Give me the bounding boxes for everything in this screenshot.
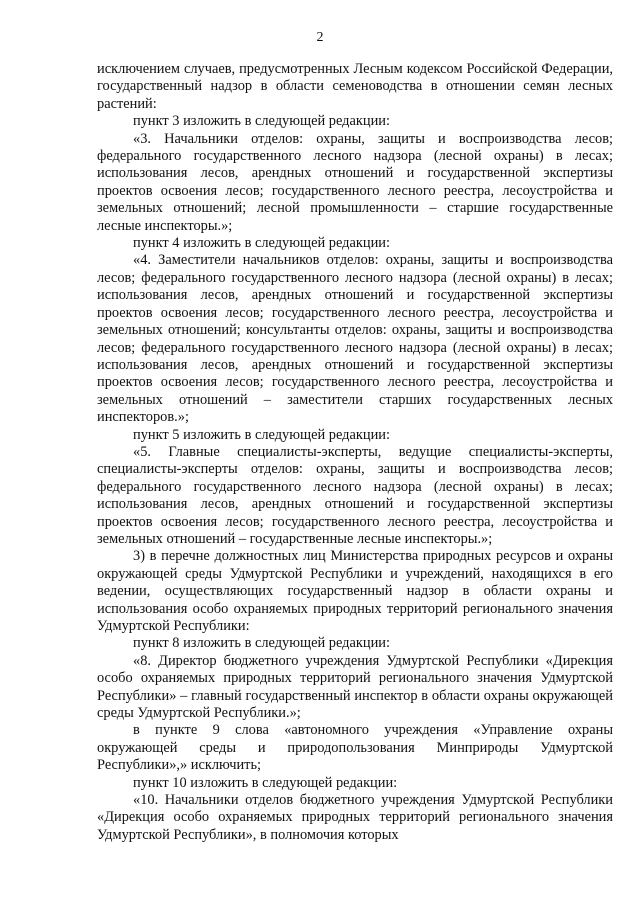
paragraph: пункт 5 изложить в следующей редакции:	[133, 426, 390, 443]
paragraph: пункт 4 изложить в следующей редакции:	[133, 235, 390, 252]
paragraph: пункт 10 изложить в следующей редакции:	[133, 774, 398, 791]
paragraph: 3) в перечне должностных лиц Министерства природных ресурсов и охраны окружающей среды Удмуртской Республики и учреждений, находящихся в его ведении, осуществляющих государственный надзор в области охраны и использования особо охраняемых природных территорий регионального значения Удмуртской Республики:	[97, 548, 613, 634]
paragraph: «8. Директор бюджетного учреждения Удмуртской Республики «Дирекция особо охраняемых природных территорий регионального значения Удмуртской Республики» – главный государственный инспектор в области охраны окружающей среды Удмуртской Республики.»;	[97, 652, 613, 722]
paragraph: исключением случаев, предусмотренных Лесным кодексом Российской Федерации, государственный надзор в области семеноводства в отношении семян лесных растений:	[97, 61, 613, 112]
document-body	[97, 61, 613, 844]
paragraph: «3. Начальники отделов: охраны, защиты и воспроизводства лесов; федерального государственного лесного надзора (лесной охраны) в лесах; использования лесов, арендных отношений и государственной экспертизы проектов освоения лесов; государственного лесного реестра, лесоустройства и земельных отношений; лесной промышленности – старшие государственные лесные инспекторы.»;	[97, 130, 613, 234]
page-number: 2	[316, 30, 324, 45]
paragraph: «10. Начальники отделов бюджетного учреждения Удмуртской Республики «Дирекция особо охраняемых природных территорий регионального значения Удмуртской Республики», в полномочия которых	[97, 792, 613, 843]
paragraph: в пункте 9 слова «автономного учреждения «Управление охраны окружающей среды и природопользования Минприроды Удмуртской Республики»,» исключить;	[97, 722, 613, 774]
paragraph: пункт 8 изложить в следующей редакции:	[133, 635, 390, 652]
paragraph: «4. Заместители начальников отделов: охраны, защиты и воспроизводства лесов; федерального государственного лесного надзора (лесной охраны) в лесах; использования лесов, арендных отношений и государственной экспертизы проектов освоения лесов; государственного лесного реестра, лесоустройства и земельных отношений; консультанты отделов: охраны, защиты и воспроизводства лесов; федерального государственного лесного надзора (лесной охраны) в лесах; использования лесов, арендных отношений и государственной экспертизы проектов освоения лесов; государственного лесного реестра, лесоустройства и земельных отношений – заместители старших государственных лесных инспекторов.»;	[97, 252, 613, 426]
paragraph: «5. Главные специалисты-эксперты, ведущие специалисты-эксперты, специалисты-эксперты отделов: охраны, защиты и воспроизводства лесов; федерального государственного лесного надзора (лесной охраны) в лесах; использования лесов, арендных отношений и государственной экспертизы проектов освоения лесов; государственного лесного реестра, лесоустройства и земельных отношений – государственные лесные инспекторы.»;	[97, 443, 613, 547]
paragraph: пункт 3 изложить в следующей редакции:	[133, 113, 390, 130]
